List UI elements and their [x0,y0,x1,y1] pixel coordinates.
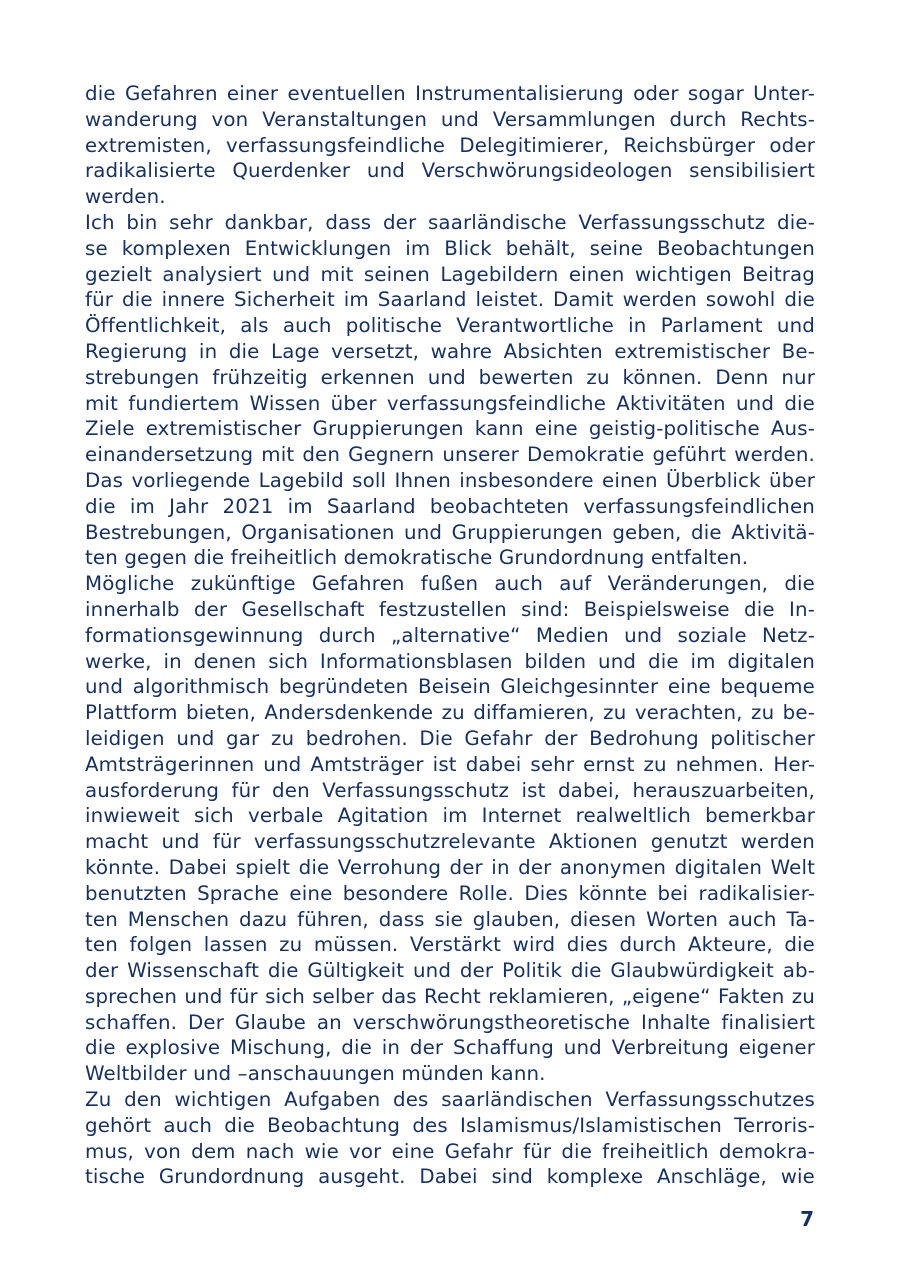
text-line: für die innere Sicherheit im Saarland leistet. Damit werden sowohl die [85,288,815,312]
paragraph-3 [85,571,815,1087]
text-line: Plattform bieten, Andersdenkende zu diffamieren, zu verachten, zu be- [85,701,815,725]
text-line: ten folgen lassen zu müssen. Verstärkt wird dies durch Akteure, die [85,933,815,957]
text-line: Öffentlichkeit, als auch politische Verantwortliche in Parlament und [85,314,815,338]
text-line: die im Jahr 2021 im Saarland beobachteten verfassungsfeindlichen [85,494,815,518]
text-line: schaffen. Der Glaube an verschwörungstheoretische Inhalte finalisiert [85,1010,815,1034]
text-line: Das vorliegende Lagebild soll Ihnen insbesondere einen Überblick über [85,468,815,492]
text-line: könnte. Dabei spielt die Verrohung der in der anonymen digitalen Welt [85,855,815,879]
text-line: Ziele extremistischer Gruppierungen kann eine geistig-politische Aus- [85,417,815,441]
text-line: Ich bin sehr dankbar, dass der saarländische Verfassungsschutz die- [85,210,815,234]
text-line: mit fundiertem Wissen über verfassungsfeindliche Aktivitäten und die [85,391,815,415]
text-line: leidigen und gar zu bedrohen. Die Gefahr der Bedrohung politischer [85,726,815,750]
text-line: formationsgewinnung durch „alternative“ Medien und soziale Netz- [85,623,815,647]
text-line: macht und für verfassungsschutzrelevante Aktionen genutzt werden [85,830,815,854]
text-line: wanderung von Veranstaltungen und Versammlungen durch Rechts- [85,107,815,131]
text-line: se komplexen Entwicklungen im Blick behält, seine Beobachtungen [85,236,815,260]
text-line: gehört auch die Beobachtung des Islamismus/Islamistischen Terroris- [85,1113,815,1137]
page-number: 7 [800,1207,814,1231]
text-line: Bestrebungen, Organisationen und Gruppierungen geben, die Aktivitä- [85,520,815,544]
text-line: Weltbilder und –anschauungen münden kann. [85,1062,546,1086]
text-line: tische Grundordnung ausgeht. Dabei sind komplexe Anschläge, wie [85,1165,815,1189]
text-line: werden. [85,185,166,209]
text-line: die explosive Mischung, die in der Schaffung und Verbreitung eigener [85,1036,815,1060]
paragraph-1 [85,81,815,210]
paragraph-2 [85,210,815,571]
text-line: werke, in denen sich Informationsblasen bilden und die im digitalen [85,649,815,673]
text-line: der Wissenschaft die Gültigkeit und der Politik die Glaubwürdigkeit ab- [85,959,815,983]
text-line: inwieweit sich verbale Agitation im Internet realweltlich bemerkbar [85,804,815,828]
text-line: benutzten Sprache eine besondere Rolle. Dies könnte bei radikalisier- [85,881,815,905]
text-line: ausforderung für den Verfassungsschutz ist dabei, herauszuarbeiten, [85,778,815,802]
text-line: sprechen und für sich selber das Recht reklamieren, „eigene“ Fakten zu [85,984,815,1008]
text-line: Amtsträgerinnen und Amtsträger ist dabei sehr ernst zu nehmen. Her- [85,752,815,776]
document-body [85,81,815,1190]
text-line: gezielt analysiert und mit seinen Lagebildern einen wichtigen Beitrag [85,262,815,286]
text-line: Mögliche zukünftige Gefahren fußen auch auf Veränderungen, die [85,572,815,596]
text-line: Regierung in die Lage versetzt, wahre Absichten extremistischer Be- [85,339,815,363]
text-line: radikalisierte Querdenker und Verschwörungsideologen sensibilisiert [85,159,815,183]
text-line: strebungen frühzeitig erkennen und bewerten zu können. Denn nur [85,365,815,389]
text-line: einandersetzung mit den Gegnern unserer Demokratie geführt werden. [85,443,815,467]
text-line: extremisten, verfassungsfeindliche Delegitimierer, Reichsbürger oder [85,133,815,157]
text-line: Zu den wichtigen Aufgaben des saarländischen Verfassungsschutzes [85,1088,815,1112]
text-line: ten Menschen dazu führen, dass sie glauben, diesen Worten auch Ta- [85,907,815,931]
text-line: ten gegen die freiheitlich demokratische Grundordnung entfalten. [85,546,749,570]
paragraph-4 [85,1087,815,1190]
text-line: innerhalb der Gesellschaft festzustellen sind: Beispielsweise die In- [85,597,815,621]
text-line: und algorithmisch begründeten Beisein Gleichgesinnter eine bequeme [85,675,815,699]
text-line: mus, von dem nach wie vor eine Gefahr für die freiheitlich demokra- [85,1139,815,1163]
text-line: die Gefahren einer eventuellen Instrumentalisierung oder sogar Unter- [85,82,815,105]
